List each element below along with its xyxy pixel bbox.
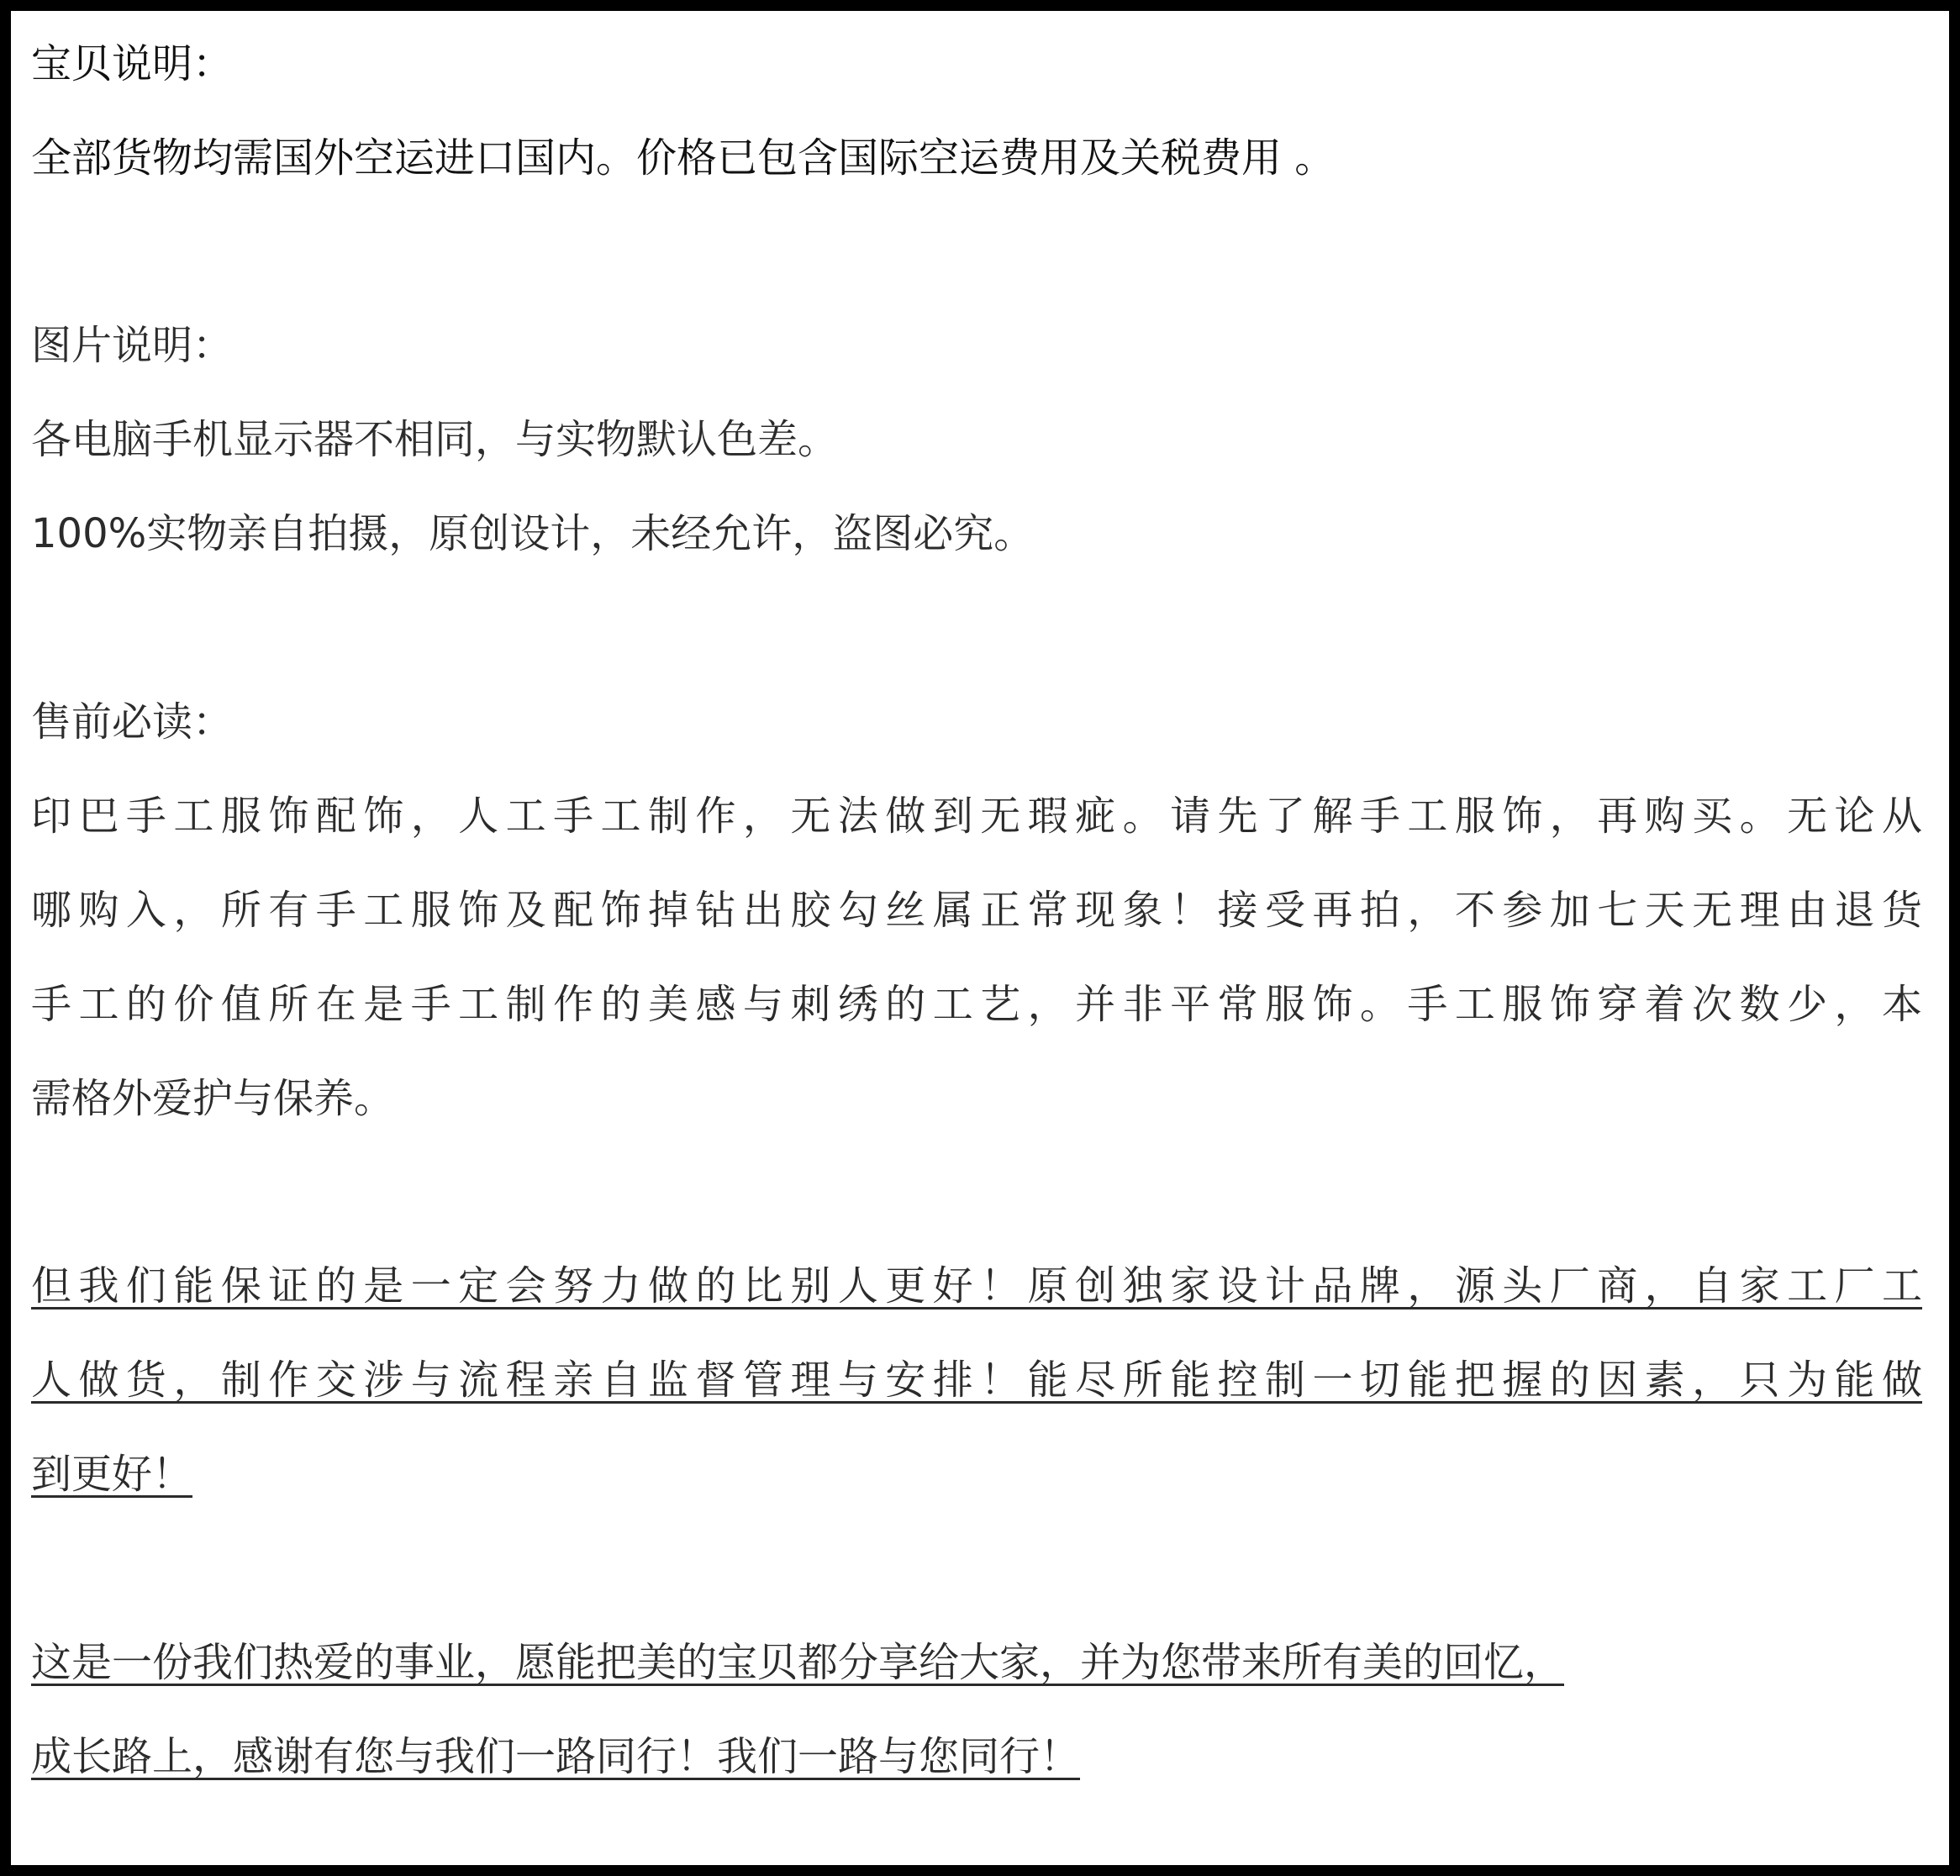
images-line: 100%实物亲自拍摄，原创设计，未经允许，盗图必究。 [31,510,1035,557]
presale-line: 需格外爱护与保养。 [31,1075,395,1122]
promise-line: 但我们能保证的是一定会努力做的比别人更好！原创独家设计品牌，源头厂商，自家工厂工 [31,1262,1922,1310]
section-title-images: 图片说明： [31,322,234,369]
section-title-presale: 售前必读： [31,698,234,746]
promise-line: 人做货，制作交涉与流程亲自监督管理与安排！能尽所能控制一切能把握的因素，只为能做 [31,1357,1922,1404]
promise-line: 到更好！ [31,1451,193,1498]
section-title-description: 宝贝说明： [31,40,234,87]
closing-line: 成长路上，感谢有您与我们一路同行！我们一路与您同行！ [31,1733,1081,1780]
presale-line: 手工的价值所在是手工制作的美感与刺绣的工艺，并非平常服饰。手工服饰穿着次数少，本 [31,981,1922,1028]
description-line: 全部货物均需国外空运进口国内。价格已包含国际空运费用及关税费用 。 [31,134,1336,182]
images-line: 各电脑手机显示器不相同，与实物默认色差。 [31,416,839,463]
presale-line: 哪购入，所有手工服饰及配饰掉钻出胶勾丝属正常现象！接受再拍，不参加七天无理由退货 [31,887,1922,934]
presale-line: 印巴手工服饰配饰，人工手工制作，无法做到无瑕疵。请先了解手工服饰，再购买。无论从 [31,793,1922,840]
closing-line: 这是一份我们热爱的事业，愿能把美的宝贝都分享给大家，并为您带来所有美的回忆， [31,1639,1565,1686]
